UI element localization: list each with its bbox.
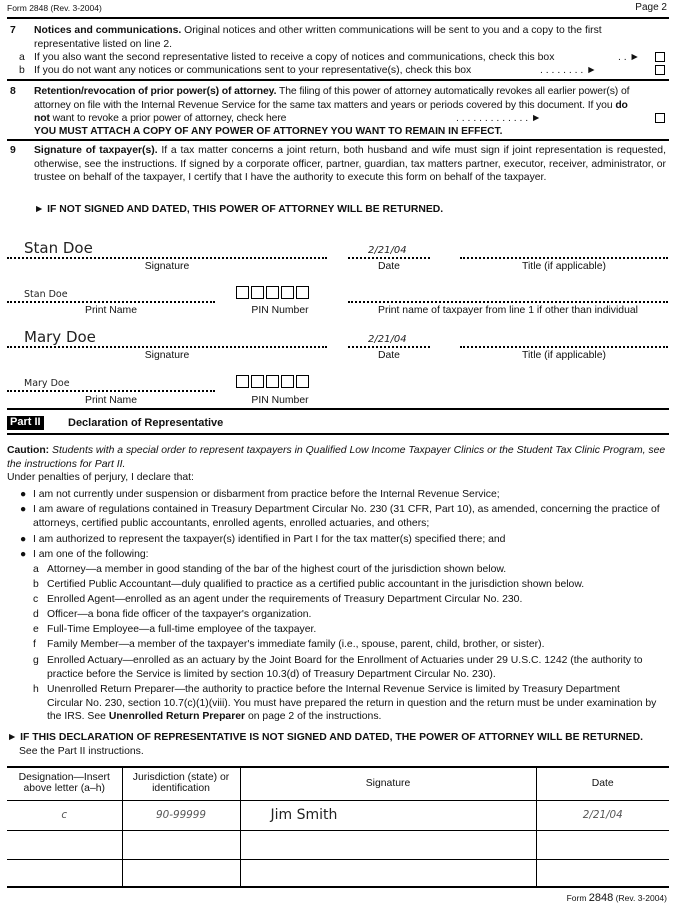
item-letter: a (33, 564, 39, 575)
jurisdiction[interactable] (122, 859, 240, 887)
bullet: I am one of the following: (33, 549, 149, 560)
divider (7, 139, 669, 141)
item-h-bold: Unenrolled Return Preparer (108, 711, 246, 722)
label-title: Title (if applicable) (522, 350, 606, 361)
rep-date[interactable] (536, 859, 669, 887)
divider (7, 17, 669, 19)
divider (7, 79, 669, 81)
col-header: Date (536, 767, 669, 800)
part-badge: Part II (7, 416, 44, 430)
line8-body: The filing of this power of attorney automatically revokes all earlier power(s) of attorney on file with the Internal Revenue Service for the same tax matters and years or periods covered by this document. If you (34, 86, 630, 111)
line7-title: Notices and communications. (34, 25, 182, 36)
label-print-name: Print Name (85, 305, 137, 316)
label-taxpayer-name: Print name of taxpayer from line 1 if other than individual (378, 305, 638, 316)
line8-bold: do not (34, 99, 628, 124)
designation[interactable]: c (7, 800, 122, 830)
jurisdiction[interactable]: 90-99999 (122, 800, 240, 830)
designation[interactable] (7, 830, 122, 859)
line7a-text: If you also want the second representative listed to receive a copy of notices and communications, check this box (34, 52, 555, 63)
item-text (47, 683, 657, 724)
label-print-name: Print Name (85, 395, 137, 406)
form-rev: (Rev. 3-2004) (615, 893, 667, 903)
line9-title: Signature of taxpayer(s). (34, 145, 158, 156)
part2-warning (7, 731, 647, 758)
line7-body: Original notices and other written communications will be sent to you and a copy to the first representative listed on line 2. (34, 25, 602, 50)
item-letter: d (33, 609, 39, 620)
label-title: Title (if applicable) (522, 261, 606, 272)
bullet: I am not currently under suspension or disbarment from practice before the Internal Revenue Service; (33, 489, 500, 500)
item-text: Full-Time Employee—a full-time employee of the taxpayer. (47, 624, 317, 635)
col-header: Signature (240, 767, 536, 800)
divider (7, 408, 669, 410)
table-row (7, 800, 669, 830)
pin-boxes[interactable] (236, 286, 311, 304)
item-text: Enrolled Agent—enrolled as an agent under the requirements of Treasury Department Circular No. 230. (47, 594, 523, 605)
print-name[interactable]: Stan Doe (24, 289, 68, 300)
signature-date[interactable]: 2/21/04 (368, 334, 407, 345)
form-number: 2848 (588, 892, 614, 904)
line8-text (34, 85, 646, 126)
item-letter: g (33, 655, 39, 666)
item-letter: f (33, 639, 36, 650)
item-text: Enrolled Actuary—enrolled as an actuary by the Joint Board for the Enrollment of Actuaries under 29 U.S.C. 1242 (the authority to practice before the Service is limited by section 10.3(d) of Treasury Department Circular No. 230). (47, 655, 643, 680)
line8-warning: YOU MUST ATTACH A COPY OF ANY POWER OF ATTORNEY YOU WANT TO REMAIN IN EFFECT. (34, 126, 503, 137)
taxpayer-signature[interactable]: Mary Doe (24, 328, 96, 346)
item-h-text2: on page 2 of the instructions. (245, 711, 382, 722)
line9-text (34, 144, 666, 185)
item-text: Certified Public Accountant—duly qualified to practice as a certified public accountant in the jurisdiction shown below. (47, 579, 585, 590)
jurisdiction[interactable] (122, 830, 240, 859)
part-title: Declaration of Representative (68, 417, 224, 429)
form-id: Form 2848 (Rev. 3-2004) (7, 3, 102, 13)
item-letter: h (33, 684, 39, 695)
col-header: Designation—Insert above letter (a–h) (7, 767, 122, 800)
caution-label: Caution: (7, 445, 50, 456)
table-row (7, 859, 669, 887)
caution-text: Students with a special order to represent taxpayers in Qualified Low Income Taxpayer Clinics or the Student Tax Clinic Program, see the instructions for Part II. (7, 445, 666, 470)
line7b-checkbox[interactable] (655, 65, 665, 75)
line8-checkbox[interactable] (655, 113, 665, 123)
label-date: Date (378, 261, 400, 272)
line7a-checkbox[interactable] (655, 52, 665, 62)
item-letter: b (33, 579, 39, 590)
line9-warning: ► IF NOT SIGNED AND DATED, THIS POWER OF ATTORNEY WILL BE RETURNED. (34, 204, 444, 215)
designation[interactable] (7, 859, 122, 887)
rep-signature[interactable]: Jim Smith (240, 800, 536, 830)
representative-table (7, 767, 669, 888)
warning-bold: ► IF THIS DECLARATION OF REPRESENTATIVE IS NOT SIGNED AND DATED, THE POWER OF ATTORNEY WILL BE RETURNED. (7, 732, 644, 743)
item-text: Attorney—a member in good standing of the bar of the highest court of the jurisdiction shown below. (47, 564, 507, 575)
rep-signature[interactable] (240, 830, 536, 859)
label-pin: PIN Number (251, 305, 309, 316)
line8-title: Retention/revocation of prior power(s) of attorney. (34, 86, 277, 97)
label-signature: Signature (144, 261, 190, 272)
line-number: 9 (10, 145, 16, 156)
bullet: I am authorized to represent the taxpayer(s) identified in Part I for the tax matter(s) specified there; and (33, 534, 506, 545)
footer-form-id: Form 2848 (Rev. 3-2004) (566, 892, 667, 904)
warning-tail: See the Part II instructions. (19, 745, 144, 757)
print-name[interactable]: Mary Doe (24, 378, 70, 389)
line9-body: If a tax matter concerns a joint return, both husband and wife must sign if joint representation is requested, otherwise, see the instructions. If signed by a corporate officer, partner, guardian, tax matters partner, executor, receiver, administrator, or trustee on behalf of the taxpayer, I certify that I have the authority to execute this form on behalf of the taxpayer. (34, 145, 666, 183)
line-number: 7 (10, 25, 16, 36)
line7b-text: If you do not want any notices or communications sent to your representative(s), check this box (34, 65, 472, 76)
line7b-letter: b (19, 65, 25, 76)
line-number: 8 (10, 86, 16, 97)
table-row (7, 830, 669, 859)
bullet: I am aware of regulations contained in Treasury Department Circular No. 230 (31 CFR, Part 10), as amended, concerning the practice of attorneys, certified public accountants, enrolled agents, enrolled actuaries, and others; (33, 504, 660, 529)
item-text: Family Member—a member of the taxpayer's immediate family (i.e., spouse, parent, child, brother, or sister). (47, 639, 545, 650)
item-text: Officer—a bona fide officer of the taxpayer's organization. (47, 609, 312, 620)
rep-signature[interactable] (240, 859, 536, 887)
rep-date[interactable]: 2/21/04 (536, 800, 669, 830)
label-date: Date (378, 350, 400, 361)
item-letter: e (33, 624, 39, 635)
label-pin: PIN Number (251, 395, 309, 406)
item-h-text: Unenrolled Return Preparer—the authority to practice before the Internal Revenue Service is limited by Treasury Department Circular No. 230, section 10.7(c)(1)(viii). You must have prepared the return in question and the return must be under examination by the IRS. See (47, 684, 657, 722)
line7-text (34, 24, 664, 51)
rep-date[interactable] (536, 830, 669, 859)
caution (7, 444, 667, 471)
item-letter: c (33, 594, 39, 605)
signature-date[interactable]: 2/21/04 (368, 245, 407, 256)
divider (7, 433, 669, 435)
pin-boxes[interactable] (236, 375, 311, 393)
line8-body2: want to revoke a prior power of attorney, check here (49, 113, 287, 124)
intro: Under penalties of perjury, I declare that: (7, 472, 194, 483)
line7a-letter: a (19, 52, 25, 63)
col-header: Jurisdiction (state) or identification (122, 767, 240, 800)
taxpayer-signature[interactable]: Stan Doe (24, 239, 93, 257)
page-number: Page 2 (635, 2, 667, 13)
label-signature: Signature (144, 350, 190, 361)
